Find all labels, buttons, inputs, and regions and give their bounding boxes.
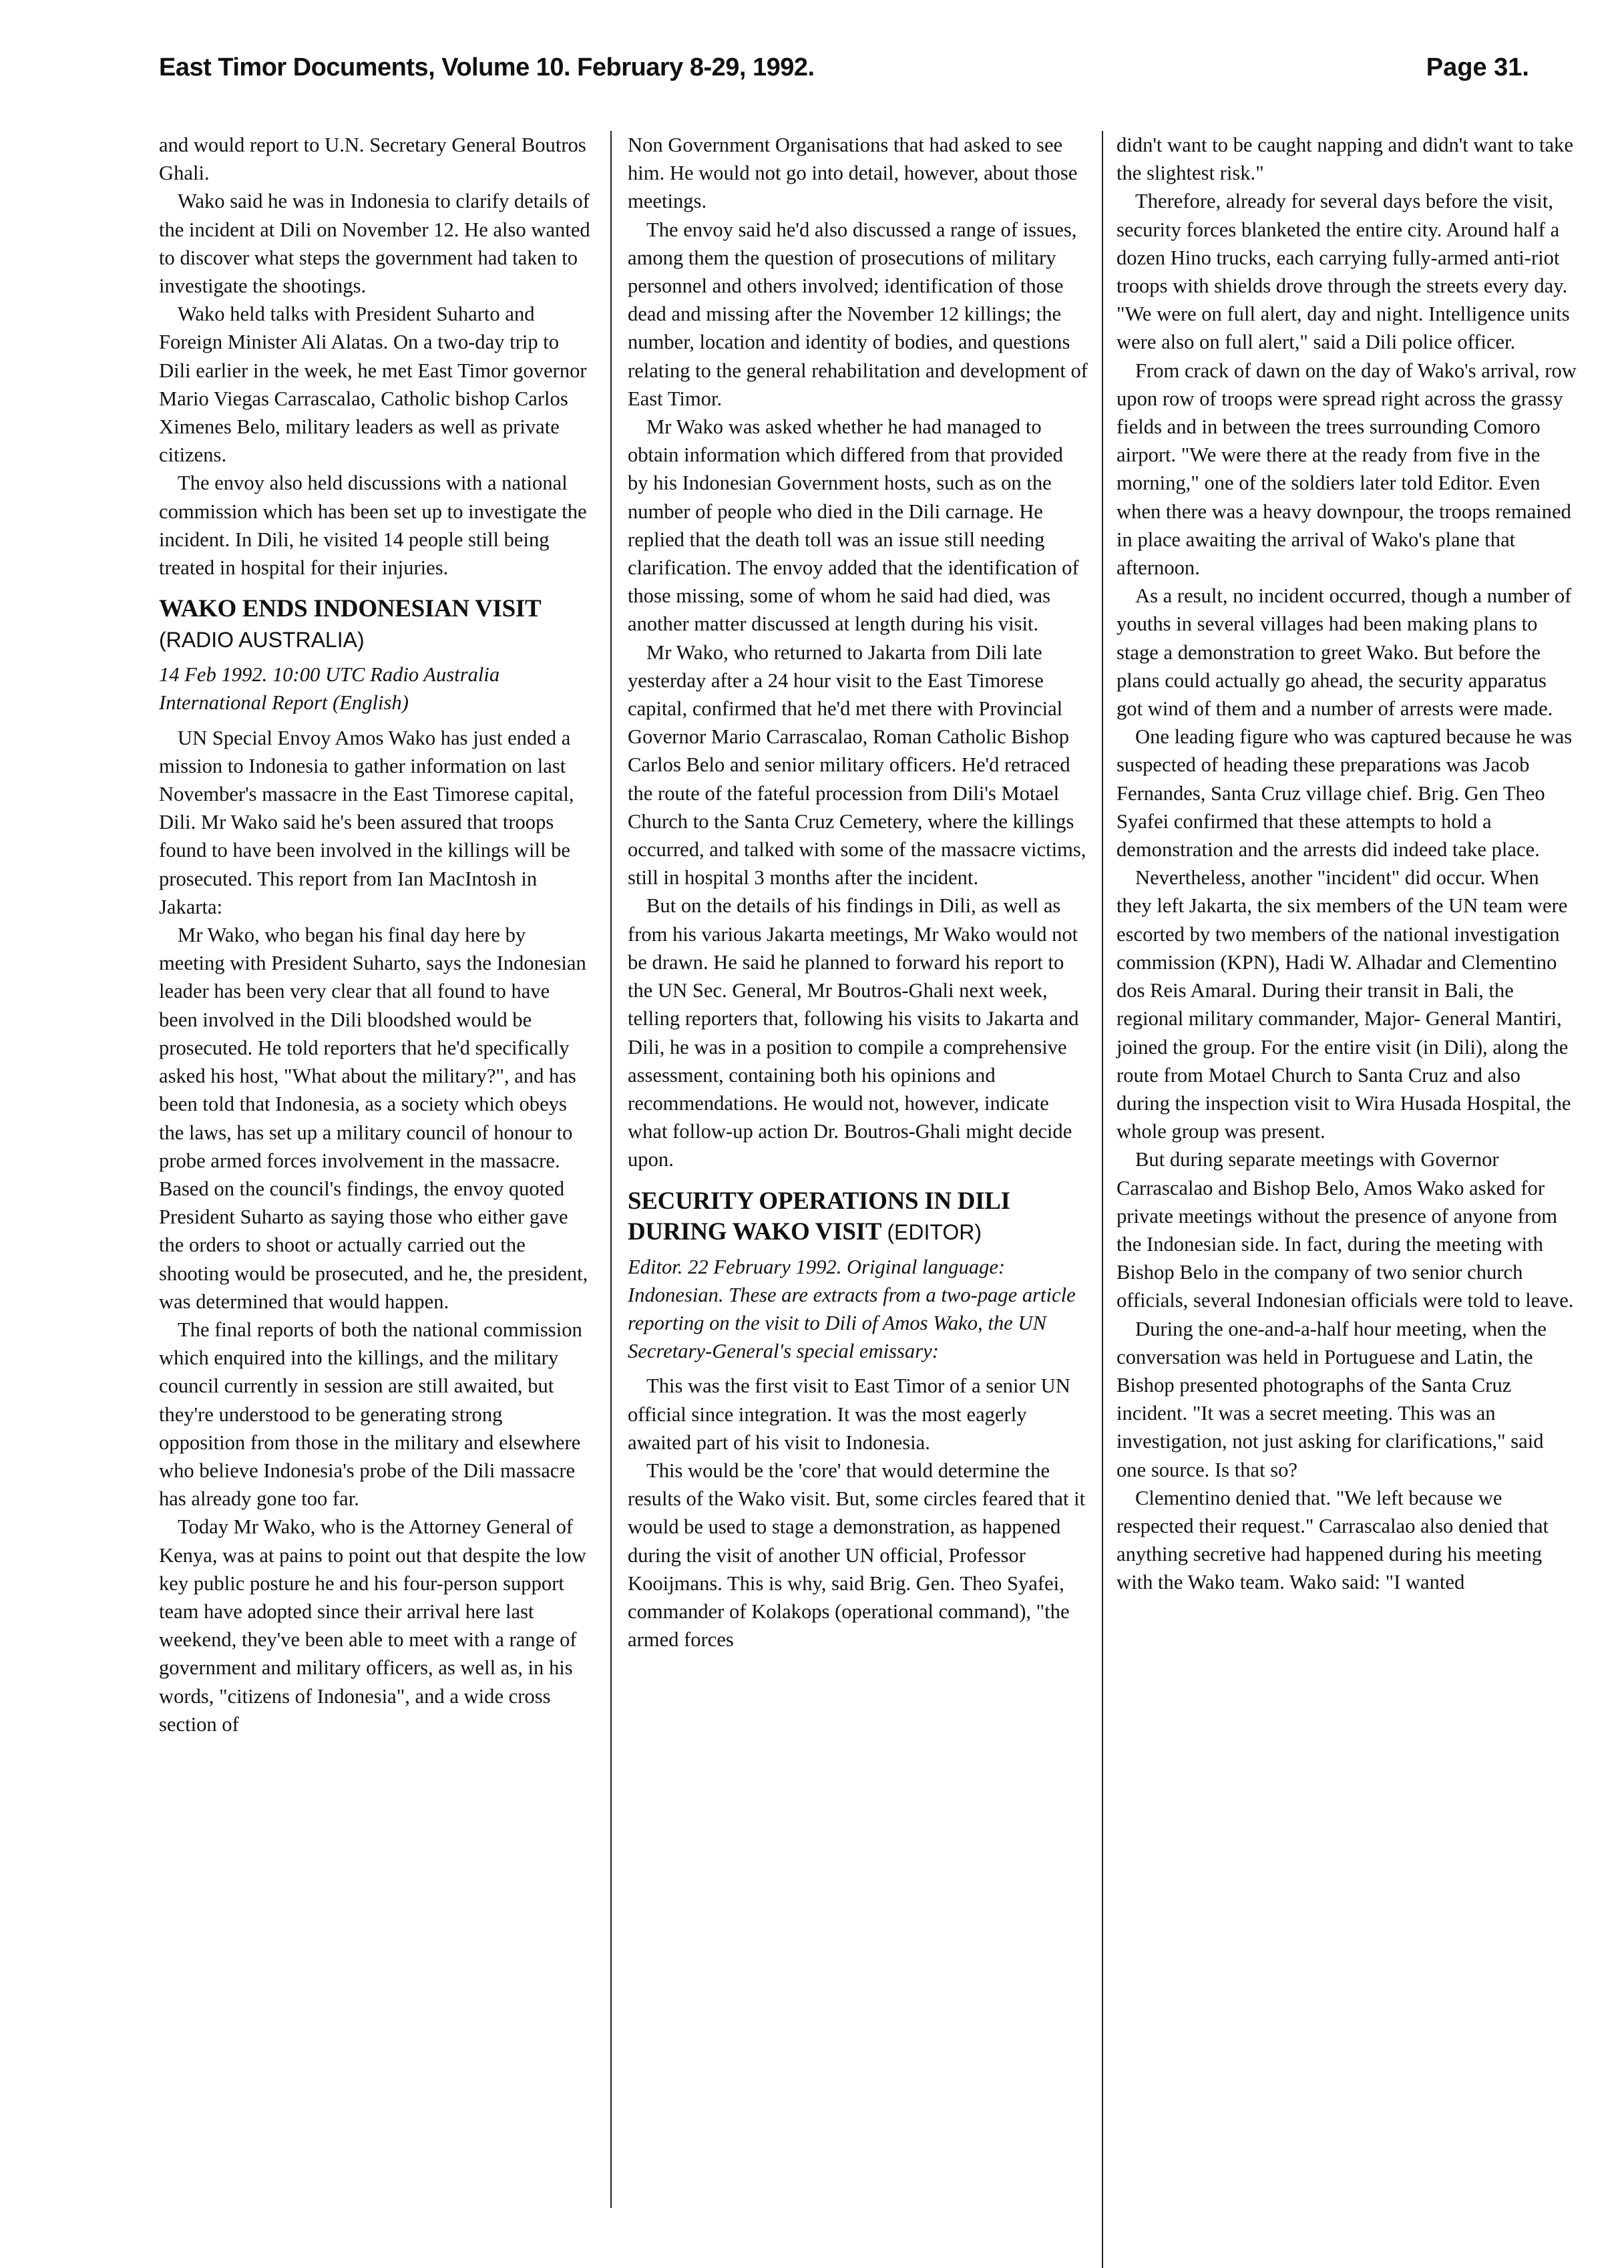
paragraph: and would report to U.N. Secretary General Boutros Ghali. — [159, 134, 586, 185]
paragraph: One leading figure who was captured because he was suspected of heading these preparations was Jacob Fernandes, Santa Cruz village chief. Brig. Gen Theo Syafei confirmed that these attempts to hold a demonstration and the arrests did indeed take place. — [1116, 725, 1573, 862]
paragraph: The envoy said he'd also discussed a range of issues, among them the question of prosecutions of military personnel and others involved; identification of those dead and missing after the November 12 killings; the number, location and identity of bodies, and questions relating to the general rehabilitation and development of East Timor. — [628, 218, 1088, 410]
paragraph: From crack of dawn on the day of Wako's arrival, row upon row of troops were spread right across the grassy fields and in between the trees surrounding Comoro airport. "We were there at the ready from five in the morning," one of the soldiers later told Editor. Even when there was a heavy downpour, the troops remained in place awaiting the arrival of Wako's plane that afternoon. — [1116, 359, 1577, 580]
article-heading-title: WAKO ENDS INDONESIAN VISIT — [159, 595, 542, 623]
paragraph: UN Special Envoy Amos Wako has just ended a mission to Indonesia to gather information on last November's massacre in the East Timorese capital, Dili. Mr Wako said he's been assured that troops found to have been involved in the killings will be prosecuted. This report from Ian MacIntosh in Jakarta: — [159, 726, 574, 918]
paragraph: Mr Wako, who began his final day here by meeting with President Suharto, says the Indonesian leader has been very clear that all found to have been involved in the Dili bloodshed would be prosecuted. He told reporters that he'd specifically asked his host, "What about the military?", and has been told that Indonesia, as a society which obeys the laws, has set up a military council of honour to probe armed forces involvement in the massacre. Based on the council's findings, the envoy quoted President Suharto as saying those who either gave the orders to shoot or actually carried out the shooting would be prosecuted, and he, the president, was determined that would happen. — [159, 924, 588, 1313]
column-divider-2 — [1102, 131, 1103, 2268]
paragraph: didn't want to be caught napping and didn't want to take the slightest risk." — [1116, 134, 1573, 185]
paragraph: The envoy also held discussions with a national commission which has been set up to investigate the incident. In Dili, he visited 14 people still being treated in hospital for their injuries. — [159, 471, 587, 580]
article-heading — [628, 1186, 1088, 1248]
paragraph: This was the first visit to East Timor of a senior UN official since integration. It was the most eagerly awaited part of his visit to Indonesia. — [628, 1374, 1070, 1454]
paragraph: Today Mr Wako, who is the Attorney General of Kenya, was at pains to point out that despite the low key public posture he and his four-person support team have adopted since their arrival here last weekend, they've been able to meet with a range of government and military officers, as well as, in his words, "citizens of Indonesia", and a wide cross section of — [159, 1515, 586, 1736]
paragraph: Wako held talks with President Suharto and Foreign Minister Ali Alatas. On a two-day trip to Dili earlier in the week, he met East Timor governor Mario Viegas Carrascalao, Catholic bishop Carlos Ximenes Belo, military leaders as well as private citizens. — [159, 303, 587, 467]
paragraph: Clementino denied that. "We left because we respected their request." Carrascalao also denied that anything secretive had happened during his meeting with the Wako team. Wako said: "I wanted — [1116, 1486, 1549, 1594]
paragraph: Wako said he was in Indonesia to clarify details of the incident at Dili on November 12. He also wanted to discover what steps the government had taken to investigate the shootings. — [159, 190, 590, 298]
article-heading-source: (EDITOR) — [887, 1219, 982, 1244]
publication-title: East Timor Documents, Volume 10. February 8-29, 1992. — [159, 53, 815, 81]
column-divider-1 — [610, 131, 612, 2208]
column-1 — [159, 131, 593, 1738]
article-heading-source: (RADIO AUSTRALIA) — [159, 628, 365, 652]
paragraph: This would be the 'core' that would determine the results of the Wako visit. But, some circles feared that it would be used to stage a demonstration, as happened during the visit of another UN official, Professor Kooijmans. This is why, said Brig. Gen. Theo Syafei, commander of Kolakops (operational command), "the armed forces — [628, 1459, 1086, 1652]
column-2 — [628, 131, 1088, 1654]
article-heading-title: SECURITY OPERATIONS IN DILI DURING WAKO VISIT — [628, 1187, 1010, 1246]
dateline: 14 Feb 1992. 10:00 UTC Radio Australia International Report (English) — [159, 663, 500, 715]
paragraph: But on the details of his findings in Dili, as well as from his various Jakarta meetings, Mr Wako would not be drawn. He said he planned to forward his report to the UN Sec. General, Mr Boutros-Ghali next week, telling reporters that, following his visits to Jakarta and Dili, he was in a position to compile a comprehensive assessment, containing both his opinions and recommendations. He would not, however, indicate what follow-up action Dr. Boutros-Ghali might decide upon. — [628, 894, 1079, 1171]
paragraph: Nevertheless, another "incident" did occur. When they left Jakarta, the six members of the UN team were escorted by two members of the national investigation commission (KPN), Hadi W. Alhadar and Clementino dos Reis Amaral. During their transit in Bali, the regional military commander, Major- General Mantiri, joined the group. For the entire visit (in Dili), along the route from Motael Church to Santa Cruz and also during the inspection visit to Wira Husada Hospital, the whole group was present. — [1116, 866, 1571, 1143]
article-heading — [159, 594, 593, 655]
paragraph: Non Government Organisations that had asked to see him. He would not go into detail, however, about those meetings. — [628, 134, 1078, 213]
paragraph: But during separate meetings with Governor Carrascalao and Bishop Belo, Amos Wako asked for private meetings without the presence of anyone from the Indonesian side. In fact, during the meeting with Bishop Belo in the company of two senior church officials, several Indonesian officials were told to leave. — [1116, 1148, 1574, 1312]
paragraph: The final reports of both the national commission which enquired into the killings, and the military council currently in session are still awaited, but they're understood to be generating strong opposition from those in the military and elsewhere who believe Indonesia's probe of the Dili massacre has already gone too far. — [159, 1318, 582, 1511]
paragraph: As a result, no incident occurred, though a number of youths in several villages had been making plans to stage a demonstration to greet Wako. But before the plans could actually go ahead, the security apparatus got wind of them and a number of arrests were made. — [1116, 584, 1572, 721]
paragraph: Therefore, already for several days before the visit, security forces blanketed the entire city. Around half a dozen Hino trucks, each carrying fully-armed anti-riot troops with shields drove through the streets every day. "We were on full alert, day and night. Intelligence units were also on full alert," said a Dili police officer. — [1116, 190, 1570, 354]
paragraph: Mr Wako was asked whether he had managed to obtain information which differed from that provided by his Indonesian Government hosts, such as on the number of people who died in the Dili carnage. He replied that the death toll was an issue still needing clarification. The envoy added that the identification of those missing, some of whom he said had died, was another matter discussed at length during his visit. — [628, 415, 1079, 636]
dateline: Editor. 22 February 1992. Original language: Indonesian. These are extracts from a two-page article reporting on the visit to Dili of Amos Wako, the UN Secretary-General's special emissary: — [628, 1255, 1076, 1363]
page-number: Page 31. — [1426, 53, 1529, 81]
paragraph: During the one-and-a-half hour meeting, when the conversation was held in Portuguese and Latin, the Bishop presented photographs of the Santa Cruz incident. "It was a secret meeting. This was an investigation, not just asking for clarifications," said one source. Is that so? — [1116, 1317, 1547, 1481]
page-header — [0, 0, 1624, 134]
paragraph: Mr Wako, who returned to Jakarta from Dili late yesterday after a 24 hour visit to the East Timorese capital, confirmed that he'd met there with Provincial Governor Mario Carrascalao, Roman Catholic Bishop Carlos Belo and senior military officers. He'd retraced the route of the fateful procession from Dili's Motael Church to the Santa Cruz Cemetery, where the killings occurred, and talked with some of the massacre victims, still in hospital 3 months after the incident. — [628, 640, 1086, 890]
column-3 — [1116, 131, 1577, 1597]
